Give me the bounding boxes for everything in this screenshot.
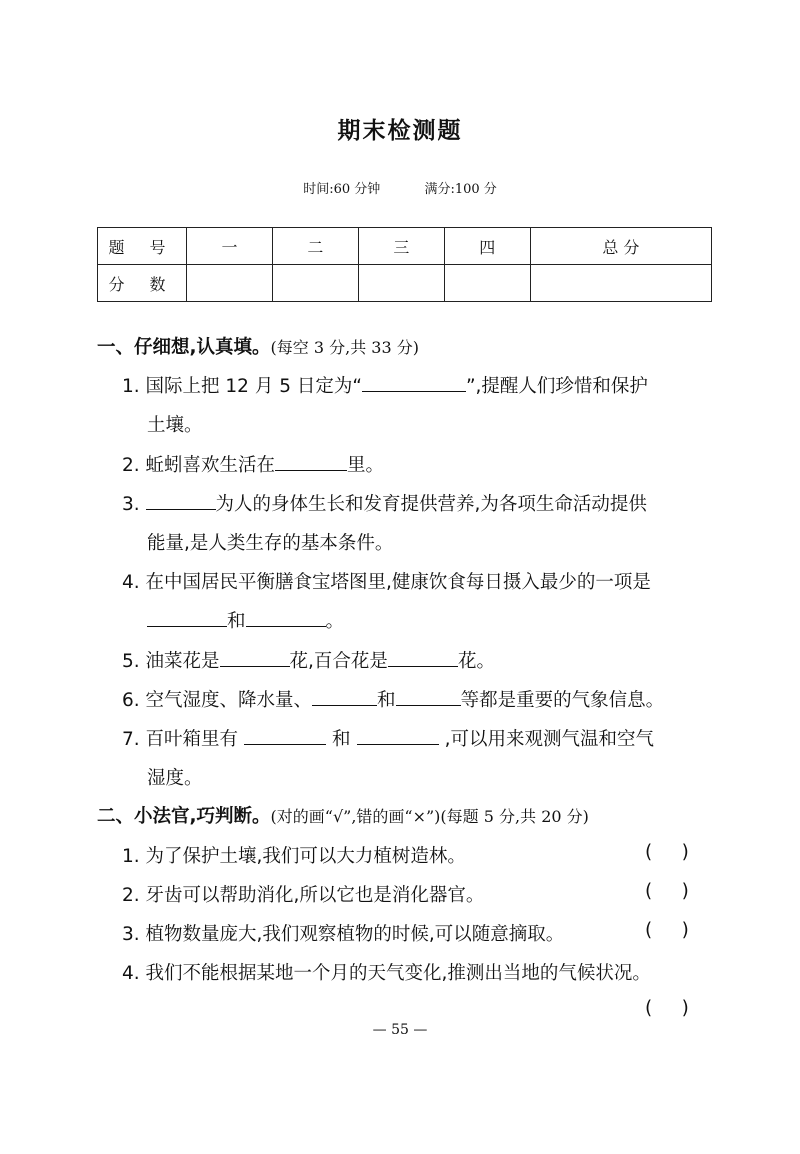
question-1-7-text-b: 和 [332, 729, 351, 750]
question-1-3-text-a: 3. [122, 494, 146, 515]
judge-answer-4[interactable]: ( ) [645, 998, 689, 1019]
question-1-6-text-c: 等都是重要的气象信息。 [460, 690, 665, 711]
score-table-col-4: 四 [444, 228, 530, 265]
question-1-4-text-b: 和 [227, 611, 246, 632]
answer-blank[interactable] [244, 743, 326, 745]
exam-meta [0, 178, 800, 197]
judge-item-3: 3. 植物数量庞大,我们观察植物的时候,可以随意摘取。 [122, 924, 565, 945]
exam-time: 时间:60 分钟 [303, 182, 381, 197]
question-1-2-text-a: 2. 蚯蚓喜欢生活在 [122, 455, 276, 476]
question-1-5 [122, 647, 495, 673]
judge-answer-1[interactable]: ( ) [645, 842, 689, 863]
question-1-5-text-b: 花,百合花是 [289, 651, 388, 672]
question-1-1-cont: 土壤。 [147, 415, 203, 436]
judge-answer-2[interactable]: ( ) [645, 881, 689, 902]
question-1-7-cont: 湿度。 [147, 768, 203, 789]
score-table-col-1: 一 [187, 228, 273, 265]
section-1-title: 一、仔细想,认真填。 [97, 337, 271, 358]
question-1-1-text-a: 1. 国际上把 12 月 5 日定为“ [122, 376, 362, 397]
judge-answer-3[interactable]: ( ) [645, 920, 689, 941]
answer-blank[interactable] [146, 508, 216, 510]
score-cell-4[interactable] [444, 265, 530, 302]
score-cell-1[interactable] [187, 265, 273, 302]
question-1-1 [122, 372, 648, 398]
question-1-2-text-b: 里。 [347, 455, 385, 476]
question-1-4-cont [147, 607, 344, 633]
answer-blank[interactable] [388, 665, 458, 667]
question-1-7-text-c: ,可以用来观测气温和空气 [444, 729, 654, 750]
section-2-heading [97, 802, 589, 828]
question-1-1-text-b: ”,提醒人们珍惜和保护 [465, 376, 648, 397]
question-1-6-text-a: 6. 空气湿度、降水量、 [122, 690, 313, 711]
section-2-note: (对的画“√”,错的画“×”)(每题 5 分,共 20 分) [270, 807, 589, 826]
answer-blank[interactable] [396, 704, 461, 706]
question-1-3 [122, 490, 647, 516]
question-1-3-text-b: 为人的身体生长和发育提供营养,为各项生命活动提供 [215, 494, 647, 515]
section-1-note: (每空 3 分,共 33 分) [270, 338, 419, 357]
answer-blank[interactable] [275, 469, 347, 471]
score-cell-total[interactable] [530, 265, 711, 302]
question-1-6 [122, 686, 664, 712]
score-table-col-total: 总 分 [530, 228, 711, 265]
answer-blank[interactable] [147, 625, 227, 627]
question-1-3-cont: 能量,是人类生存的基本条件。 [147, 533, 394, 554]
score-table-col-3: 三 [358, 228, 444, 265]
judge-item-2: 2. 牙齿可以帮助消化,所以它也是消化器官。 [122, 885, 485, 906]
answer-blank[interactable] [362, 390, 466, 392]
answer-blank[interactable] [220, 665, 290, 667]
answer-blank[interactable] [246, 625, 326, 627]
question-1-5-text-c: 花。 [457, 651, 495, 672]
question-1-7-text-a: 7. 百叶箱里有 [122, 729, 239, 750]
score-cell-2[interactable] [272, 265, 358, 302]
question-1-5-text-a: 5. 油菜花是 [122, 651, 220, 672]
question-1-4: 4. 在中国居民平衡膳食宝塔图里,健康饮食每日摄入最少的一项是 [122, 572, 651, 593]
section-2-title: 二、小法官,巧判断。 [97, 806, 271, 827]
score-table-score-row [98, 265, 712, 302]
question-1-4-text-c: 。 [325, 611, 345, 632]
page-title: 期末检测题 [337, 118, 463, 144]
judge-item-4: 4. 我们不能根据某地一个月的天气变化,推测出当地的气候状况。 [122, 963, 651, 984]
answer-blank[interactable] [357, 743, 439, 745]
score-cell-3[interactable] [358, 265, 444, 302]
question-1-7 [122, 725, 654, 751]
question-1-2 [122, 451, 384, 477]
score-table-header-row [98, 228, 712, 265]
score-table-header-label: 题 号 [98, 228, 187, 265]
score-table [97, 227, 712, 302]
exam-full-score: 满分:100 分 [424, 182, 497, 197]
page-number: — 55 — [372, 1022, 428, 1038]
answer-blank[interactable] [312, 704, 377, 706]
judge-item-1: 1. 为了保护土壤,我们可以大力植树造林。 [122, 846, 466, 867]
score-table-col-2: 二 [272, 228, 358, 265]
score-table-score-label: 分 数 [98, 265, 187, 302]
question-1-6-text-b: 和 [377, 690, 396, 711]
section-1-heading [97, 333, 419, 359]
